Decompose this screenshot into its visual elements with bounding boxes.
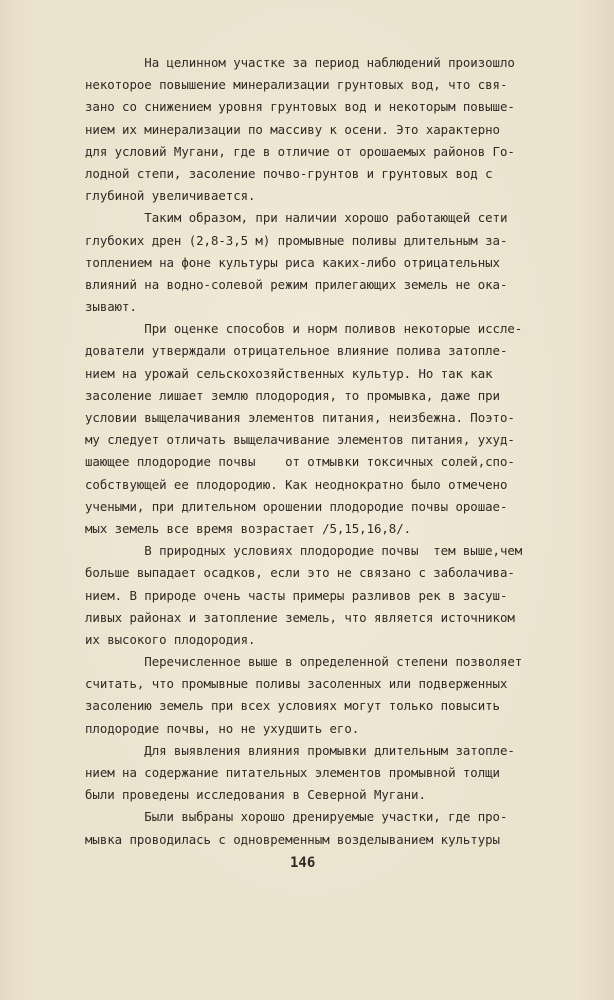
text-line: Для выявления влияния промывки длительным затопле- — [85, 742, 515, 758]
text-line: собствующей ее плодородию. Как неоднократно было отмечено — [85, 476, 508, 492]
text-line: Перечисленное выше в определенной степени позволяет — [85, 654, 523, 670]
text-line: шающее плодородие почвы от отмывки токсичных солей,спо- — [85, 454, 515, 470]
text-line: засоление лишает землю плодородия, то промывка, даже при — [85, 387, 500, 403]
text-line: дователи утверждали отрицательное влияние полива затопле- — [85, 343, 508, 359]
text-line: их высокого плодородия. — [85, 631, 256, 647]
text-line: На целинном участке за период наблюдений произошло — [85, 55, 515, 70]
body-text — [85, 52, 585, 851]
text-line: условии выщелачивания элементов питания, неизбежна. Поэто- — [85, 410, 515, 425]
text-line: топлением на фоне культуры риса каких-либо отрицательных — [85, 254, 500, 270]
text-line: Были выбраны хорошо дренируемые участки, где про- — [85, 809, 508, 825]
text-line: мывка проводилась с одновременным возделыванием культуры — [85, 831, 500, 847]
text-line: мых земель все время возрастает /5,15,16,8/. — [85, 520, 412, 536]
text-line: зано со снижением уровня грунтовых вод и некоторым повыше- — [85, 99, 515, 115]
text-line: лодной степи, засоление почво-грунтов и грунтовых вод с — [85, 165, 493, 181]
text-line: для условий Мугани, где в отличие от орошаемых районов Го- — [85, 143, 515, 159]
text-line: нием. В природе очень часты примеры разливов рек в засуш- — [85, 587, 508, 603]
text-line: плодородие почвы, но не ухудшить его. — [85, 720, 360, 736]
text-line: глубоких дрен (2,8-3,5 м) промывные поливы длительным за- — [85, 232, 508, 248]
text-line: зывают. — [85, 299, 137, 315]
text-line: Таким образом, при наличии хорошо работающей сети — [85, 210, 508, 226]
text-line: некоторое повышение минерализации грунтовых вод, что свя- — [85, 77, 508, 93]
page-number: 146 — [290, 855, 316, 871]
text-line: больше выпадает осадков, если это не связано с заболачива- — [85, 565, 515, 581]
text-line: учеными, при длительном орошении плодородие почвы орошае- — [85, 498, 508, 514]
text-line: В природных условиях плодородие почвы тем выше,чем — [85, 543, 523, 559]
text-line: глубиной увеличивается. — [85, 188, 256, 204]
text-line: были проведены исследования в Северной Мугани. — [85, 787, 426, 803]
text-line: нием их минерализации по массиву к осени. Это характерно — [85, 121, 500, 137]
text-line: му следует отличать выщелачивание элементов питания, ухуд- — [85, 432, 515, 448]
text-line: влияний на водно-солевой режим прилегающих земель не ока- — [85, 276, 508, 292]
text-line: нием на содержание питательных элементов промывной толщи — [85, 765, 500, 780]
text-line: ливых районах и затопление земель, что является источником — [85, 609, 515, 625]
text-line: При оценке способов и норм поливов некоторые иссле- — [85, 321, 523, 337]
text-line: нием на урожай сельскохозяйственных культур. Но так как — [85, 365, 493, 381]
text-line: считать, что промывные поливы засоленных или подверженных — [85, 676, 508, 692]
text-line: засолению земель при всех условиях могут только повысить — [85, 698, 500, 714]
